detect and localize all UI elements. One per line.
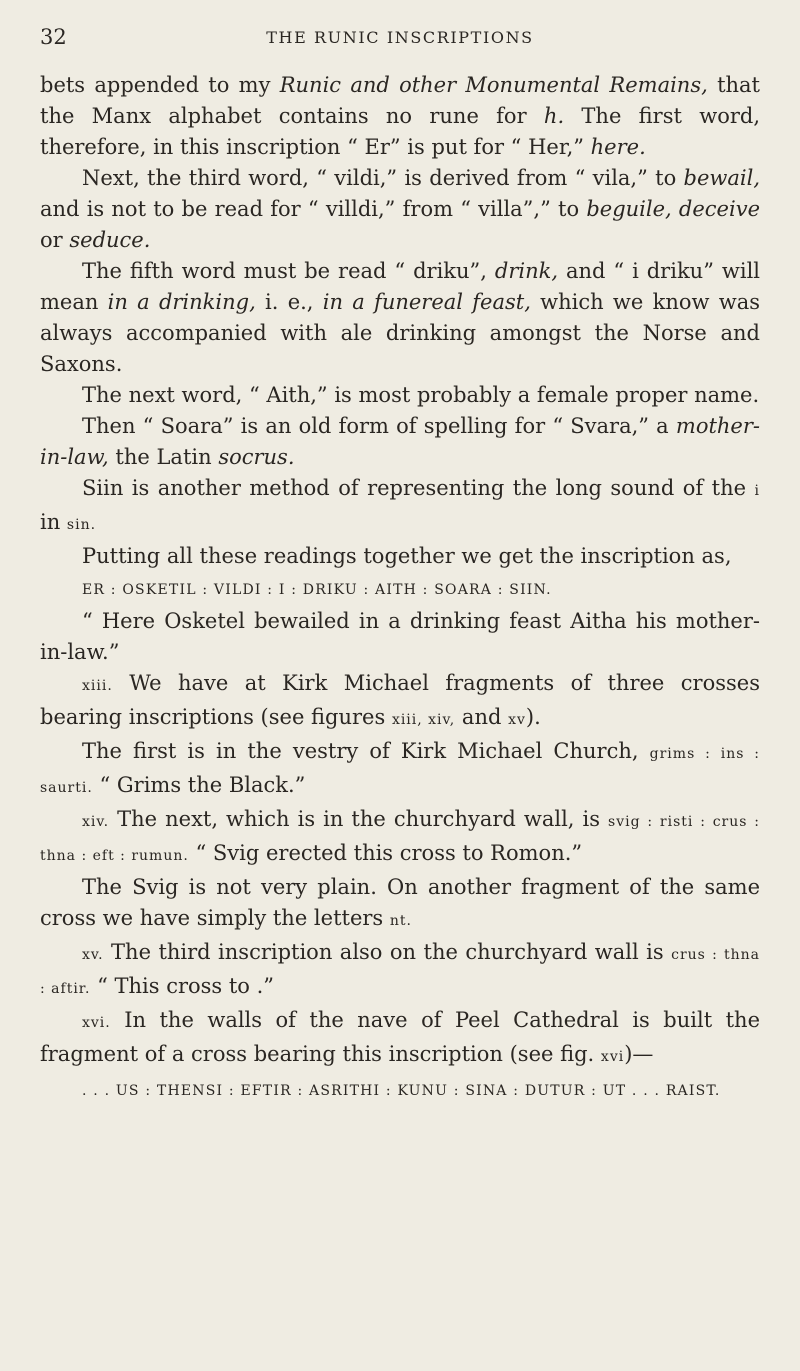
text-run: in xyxy=(40,510,67,534)
paragraph xyxy=(40,606,760,668)
paragraph xyxy=(40,668,760,736)
text-run: The next, which is in the churchyard wall, is xyxy=(109,807,609,831)
small-caps-text: xiii. xyxy=(82,678,113,694)
text-run: or xyxy=(40,228,70,252)
body-text xyxy=(40,70,760,1107)
paragraph xyxy=(40,1005,760,1073)
text-run: and xyxy=(455,705,509,729)
text-run: and “ i driku” will mean xyxy=(40,259,760,314)
text-run: Putting all these readings together we get the inscription as, xyxy=(82,544,732,568)
paragraph xyxy=(40,411,760,473)
text-run: The next word, “ Aith,” is most probably a female proper name. xyxy=(82,383,760,407)
small-caps-text: xv xyxy=(508,712,526,728)
italic-text: here. xyxy=(590,135,646,159)
paragraph xyxy=(40,473,760,541)
small-caps-text: crus : thna : aftir. xyxy=(40,947,761,997)
text-run: “ Svig erected this cross to Romon.” xyxy=(188,841,583,865)
italic-text: socrus. xyxy=(218,445,295,469)
paragraph xyxy=(40,736,760,804)
text-run: “ This cross to .” xyxy=(90,974,275,998)
italic-text: bewail, xyxy=(683,166,760,190)
italic-text: in a funereal feast, xyxy=(322,290,531,314)
page-header xyxy=(40,20,760,54)
text-run: Then “ Soara” is an old form of spelling for “ Svara,” a xyxy=(82,414,676,438)
text-run: and is not to be read for “ villdi,” from “ villa”,” to xyxy=(40,197,587,221)
text-run: ). xyxy=(525,705,541,729)
small-caps-text: . . . US : THENSI : EFTIR : ASRITHI : KUNU : SINA : DUTUR : UT . . . RAIST. xyxy=(82,1083,721,1099)
text-run: The Svig is not very plain. On another fragment of the same cross we have simply the letters xyxy=(40,875,760,930)
page-number: 32 xyxy=(40,25,67,49)
paragraph xyxy=(40,380,760,411)
small-caps-text: nt. xyxy=(389,913,412,929)
small-caps-text: grims : ins : saurti. xyxy=(40,746,760,796)
italic-text: seduce. xyxy=(69,228,151,252)
paragraph xyxy=(40,804,760,872)
text-run: “ Here Osketel bewailed in a drinking feast Aitha his mother-in-law.” xyxy=(40,609,760,664)
text-run: which we know was always accompanied with ale drinking amongst the Norse and Saxons. xyxy=(40,290,761,376)
paragraph xyxy=(40,163,760,256)
small-caps-text: xv. xyxy=(82,947,104,963)
paragraph xyxy=(40,1073,760,1107)
small-caps-text: i xyxy=(754,483,760,499)
text-run: The fifth word must be read “ driku”, xyxy=(82,259,495,283)
small-caps-text: xiii, xiv, xyxy=(391,712,456,728)
running-head: THE RUNIC INSCRIPTIONS xyxy=(266,27,534,47)
text-run: that the Manx alphabet contains no rune for xyxy=(40,73,760,128)
text-run: i. e., xyxy=(255,290,323,314)
italic-text: beguile, deceive xyxy=(586,197,760,221)
text-run: In the walls of the nave of Peel Cathedral is built the fragment of a cross bearing this inscription (see fig. xyxy=(40,1008,760,1066)
italic-text: drink, xyxy=(494,259,559,283)
small-caps-text: xvi xyxy=(600,1049,625,1065)
text-run: Siin is another method of representing the long sound of the xyxy=(82,476,755,500)
italic-text: in a drinking, xyxy=(107,290,256,314)
small-caps-text: xvi. xyxy=(82,1015,111,1031)
paragraph xyxy=(40,572,760,606)
text-run: )— xyxy=(624,1042,654,1066)
text-run: bets appended to my xyxy=(40,73,280,97)
paragraph xyxy=(40,256,760,380)
paragraph xyxy=(40,937,760,1005)
text-run: “ Grims the Black.” xyxy=(92,773,306,797)
italic-text: mother-in-law, xyxy=(40,414,760,469)
small-caps-text: xiv. xyxy=(82,814,110,830)
italic-text: Runic and other Monumental Remains, xyxy=(279,73,708,97)
small-caps-text: ER : OSKETIL : VILDI : I : DRIKU : AITH : SOARA : SIIN. xyxy=(82,582,552,598)
italic-text: h. xyxy=(543,104,565,128)
text-run: The first is in the vestry of Kirk Michael Church, xyxy=(82,739,650,763)
text-run: the Latin xyxy=(108,445,219,469)
text-run: The first word, therefore, in this inscription “ Er” is put for “ Her,” xyxy=(40,104,760,159)
paragraph xyxy=(40,70,760,163)
small-caps-text: svig : risti : crus : thna : eft : rumun. xyxy=(40,814,760,864)
small-caps-text: sin. xyxy=(66,517,97,533)
paragraph xyxy=(40,872,760,937)
text-run: We have at Kirk Michael fragments of three crosses bearing inscriptions (see figures xyxy=(40,671,760,729)
text-run: Next, the third word, “ vildi,” is derived from “ vila,” to xyxy=(82,166,684,190)
paragraph xyxy=(40,541,760,572)
text-run: The third inscription also on the churchyard wall is xyxy=(103,940,672,964)
